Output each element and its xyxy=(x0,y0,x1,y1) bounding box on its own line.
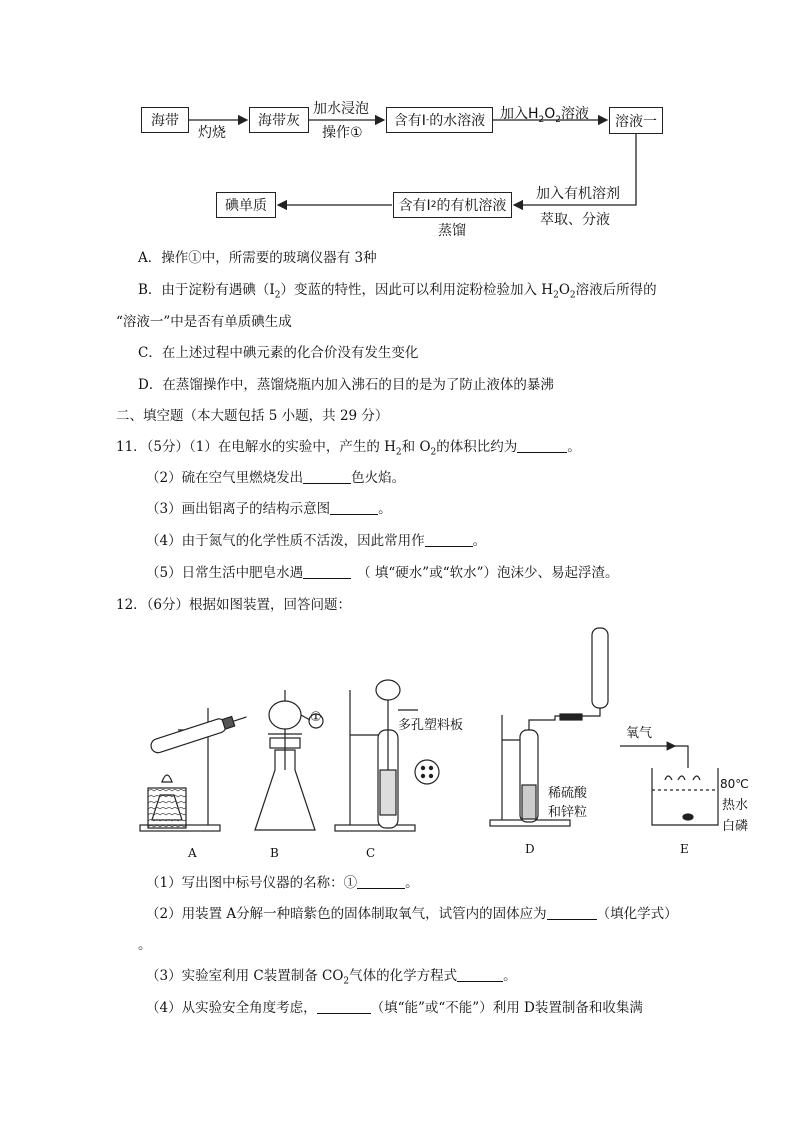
q12-p1-pre: （1）写出图中标号仪器的名称：① xyxy=(146,875,358,891)
flow-box-kelp-ash-text: 海带灰 xyxy=(258,113,300,129)
flow-box5-pre: 含有I xyxy=(398,198,431,214)
flow-edge-burn: 灼烧 xyxy=(198,125,226,141)
q11-p4-pre: （4）由于氮气的化学性质不活泼，因此常用作 xyxy=(146,533,425,549)
q12-4-blank[interactable] xyxy=(317,999,371,1014)
option-b-pre: B．由于淀粉有遇碘（I xyxy=(138,282,275,298)
label-c: C xyxy=(366,846,376,860)
label-oxygen: 氧气 xyxy=(626,726,653,741)
q12-3-blank[interactable] xyxy=(457,967,503,982)
apparatus-figure xyxy=(130,620,780,865)
q12-part1 xyxy=(146,873,419,893)
q12-head: 12．（6分）根据如图装置，回答问题： xyxy=(116,597,352,613)
label-temperature: 80℃ xyxy=(720,777,749,791)
flow-box-organic-solution xyxy=(393,192,512,218)
flow-box3-pre: 含有I xyxy=(393,113,426,129)
q11-4-blank[interactable] xyxy=(425,532,473,547)
q11-head-mid: 和 O xyxy=(401,439,431,455)
apparatus-e xyxy=(620,746,718,825)
option-b-line1 xyxy=(138,280,657,306)
flow-edge3-pre: 加入H xyxy=(500,106,539,122)
q11-p2-pre: （2）硫在空气里燃烧发出 xyxy=(146,470,304,486)
option-b-line2: “溶液一”中是否有单质碘生成 xyxy=(116,314,292,330)
q11-p3-pre: （3）画出铝离子的结构示意图 xyxy=(146,501,331,517)
q11-part5 xyxy=(146,563,619,583)
label-d: D xyxy=(525,842,535,856)
flow-edge-distill: 蒸馏 xyxy=(438,223,466,239)
label-hot-water: 热水 xyxy=(722,798,749,813)
option-b-sub3: 2 xyxy=(569,290,576,301)
q11-part4 xyxy=(146,531,486,551)
q12-1-blank[interactable] xyxy=(357,874,405,889)
flow-edge-op1: 操作① xyxy=(322,125,363,141)
option-a: A．操作①中，所需要的玻璃仪器有 3种 xyxy=(138,250,377,266)
flow-edge-extract: 萃取、分液 xyxy=(540,212,610,228)
q11-p5-pre: （5）日常生活中肥皂水遇 xyxy=(146,565,304,581)
flow-edge-soak: 加水浸泡 xyxy=(313,101,369,117)
q12-part3 xyxy=(146,966,517,992)
option-d: D．在蒸馏操作中，蒸馏烧瓶内加入沸石的目的是为了防止液体的暴沸 xyxy=(138,377,554,393)
option-c: C．在上述过程中碘元素的化合价没有发生变化 xyxy=(138,345,419,361)
flow-box-kelp-text: 海带 xyxy=(151,113,179,129)
q12-p3-pre: （3）实验室利用 C装置制备 CO xyxy=(146,968,344,984)
q12-p3-end: 。 xyxy=(503,968,517,984)
q11-5-blank[interactable] xyxy=(303,564,351,579)
flow-box-solution-one xyxy=(609,107,663,134)
q11-p2-post: 色火焰。 xyxy=(351,470,406,486)
label-white-phosphorus: 白磷 xyxy=(722,819,749,834)
q12-p4-post: （填“能”或“不能”）利用 D装置制备和收集满 xyxy=(370,1000,643,1016)
label-a: A xyxy=(188,846,197,860)
flow-box4-text: 溶液一 xyxy=(615,113,657,130)
flow-edge3-sub2: 2 xyxy=(555,114,562,125)
label-acid-line2: 和锌粒 xyxy=(548,805,588,820)
flow-box5-post: 的有机溶液 xyxy=(436,198,507,214)
option-b-sub2: 2 xyxy=(553,290,559,301)
flow-edge3-post: 溶液 xyxy=(561,106,590,122)
option-b-sub: 2 xyxy=(274,290,281,301)
q11-part2 xyxy=(146,468,405,488)
flow-box5-sub: 2 xyxy=(430,200,437,210)
q12-p2-post: （填化学式） xyxy=(596,906,678,922)
q12-p4-pre: （4）从实验安全角度考虑， xyxy=(146,1000,317,1016)
flow-box6-text: 碘单质 xyxy=(225,198,267,214)
q12-p3-sub: 2 xyxy=(343,976,350,987)
label-acid-line1: 稀硫酸 xyxy=(548,786,588,801)
q11-p5-post: （ 填“硬水”或“软水”）泡沫少、易起浮渣。 xyxy=(357,565,619,581)
flow-edge-h2o2 xyxy=(500,103,589,125)
q11-head xyxy=(116,437,581,463)
q12-part2 xyxy=(146,904,678,924)
flow-edge-add-solvent: 加入有机溶剂 xyxy=(536,186,620,202)
q12-p2-pre: （2）用装置 A分解一种暗紫色的固体制取氧气，试管内的固体应为 xyxy=(146,906,547,922)
flow-box3-sup: - xyxy=(425,115,430,125)
q12-2-blank[interactable] xyxy=(547,905,597,920)
q11-head-sub1: 2 xyxy=(395,447,402,458)
q11-p4-post: 。 xyxy=(472,533,487,549)
label-circle-one: ① xyxy=(310,710,322,725)
q12-part4 xyxy=(146,998,643,1018)
q11-head-sub2: 2 xyxy=(430,447,437,458)
flow-box-kelp xyxy=(141,107,189,133)
q11-part3 xyxy=(146,499,392,519)
label-e: E xyxy=(680,842,689,856)
apparatus-c xyxy=(335,680,439,831)
flow-box-iodide-solution xyxy=(386,107,493,133)
q11-head-end: 。 xyxy=(567,439,581,455)
q11-head-post: 的体积比约为 xyxy=(436,439,518,455)
q12-p3-post: 气体的化学方程式 xyxy=(349,968,458,984)
flow-box3-post: 的水溶液 xyxy=(429,113,486,129)
label-perforated-plate: 多孔塑料板 xyxy=(398,718,464,733)
flow-box-iodine xyxy=(216,192,276,218)
flow-box-kelp-ash xyxy=(249,107,309,133)
label-b: B xyxy=(270,846,279,860)
q11-p3-post: 。 xyxy=(378,501,392,517)
section-2-heading: 二、填空题（本大题包括 5 小题，共 29 分） xyxy=(116,408,389,424)
q11-3-blank[interactable] xyxy=(330,500,378,515)
option-b-post: 溶液后所得的 xyxy=(575,282,657,298)
option-b-mid2: O xyxy=(558,282,570,298)
q12-p1-post: 。 xyxy=(405,875,419,891)
apparatus-a xyxy=(140,708,249,831)
q12-part2-cont: 。 xyxy=(138,937,152,953)
flow-edge3-mid: O xyxy=(544,106,556,122)
q11-2-blank[interactable] xyxy=(303,469,351,484)
option-b-mid: ）变蓝的特性，因此可以利用淀粉检验加入 H xyxy=(280,282,554,298)
flow-edge3-sub1: 2 xyxy=(538,114,545,125)
q11-head-pre: 11．（5分）（1）在电解水的实验中，产生的 H xyxy=(116,439,396,455)
q11-1-blank[interactable] xyxy=(517,438,567,453)
